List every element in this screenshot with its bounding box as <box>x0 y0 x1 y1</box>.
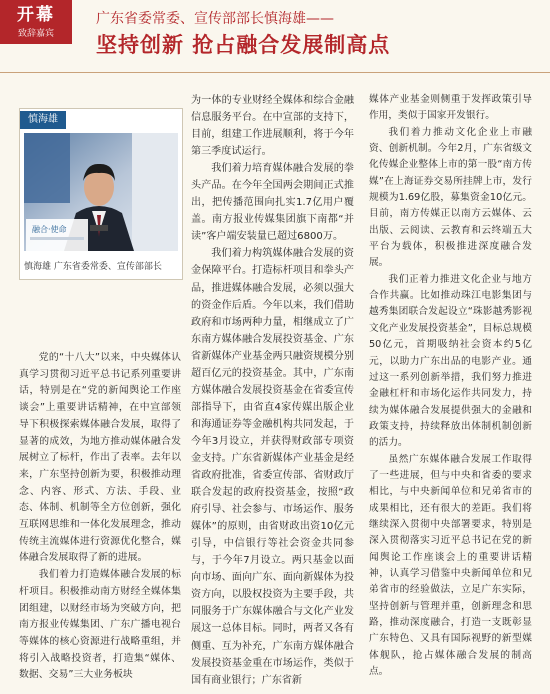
paragraph: 我们着力培育媒体融合发展的拳头产品。在今年全国两会期间正式推出，把传播范围向扎实1.7亿用户覆盖。南方报业传媒集团旗下南都“并读”客户端安装量已超过6800万。 <box>191 163 354 243</box>
podium-logo-text: 融合·使命 <box>32 225 67 234</box>
article-header <box>0 0 550 75</box>
paragraph: 媒体产业基金则侧重于发挥政策引导作用，类似于国家开发银行。 <box>369 94 532 122</box>
paragraph: 党的“十八大”以来，中央媒体认真学习贯彻习近平总书记系列重要讲话，特别是在“党的新闻舆论工作座谈会”上重要讲话精神，在中宣部领导下积极探索媒体融合发展，取得了显著的成效，为地方推动媒体融合发展树立了标杆，作出了表率。去年以来，广东坚持创新为要，积极推动理念、内容、形式、方法、手段、业态、体制、机制等全方位创新，强化互联网思维和一体化发展理念，推动传统主流媒体进行资源优化整合，媒体融合发展取得了新的进展。 <box>19 352 181 564</box>
paragraph: 我们着力推动文化企业上市融资、创新机制。今年2月，广东省级文化传媒企业整体上市的第一股“南方传媒”在上海证券交易所挂牌上市，发行规模为1.69亿股，募集资金10亿元。目前，南方传媒正以南方云媒体、云出版、云阅读、云教育和云终端五大平台为载体，积极推进深度融合发展。 <box>369 126 532 269</box>
speaker-name-tag: 慎海雄 <box>20 111 66 129</box>
column-3 <box>369 92 532 680</box>
badge-main-label: 开幕 <box>17 5 55 25</box>
paragraph: 我们着力打造媒体融合发展的标杆项目。积极推动南方财经全媒体集团组建，以财经市场为突破方向，把南方报业传媒集团、广东广播电视台等媒体的核心资源进行战略重组，并将引入战略投资者，打造集“媒体、数据、交易”三大业务板块 <box>19 569 181 681</box>
speaker-photo-box <box>19 108 183 280</box>
column-2 <box>191 92 354 689</box>
paragraph: 虽然广东媒体融合发展工作取得了一些进展，但与中央和省委的要求相比，与中央新闻单位和兄弟省市的成果相比，还有很大的差距。我们将继续深入贯彻中央部署要求，特别是深入贯彻落实习近平总书记在党的新闻舆论工作座谈会上的重要讲话精神，认真学习借鉴中央新闻单位和兄弟省市的经验做法，立足广东实际，坚持创新与管理并重，创新理念和思路，推动深度融合，打造一支既彰显广东特色、又具有国际视野的新型媒体舰队，抢占媒体融合发展的制高点。 <box>369 453 532 678</box>
section-badge <box>0 0 72 44</box>
article-title: 坚持创新 抢占融合发展制高点 <box>96 33 391 57</box>
header-divider <box>0 72 550 73</box>
speaker-portrait-image <box>24 133 178 251</box>
speaker-photo <box>24 133 178 251</box>
article-pre-title: 广东省委常委、宣传部部长慎海雄—— <box>96 11 334 27</box>
paragraph: 我们正着力推进文化企业与地方合作共赢。比如推动珠江电影集团与越秀集团联合发起设立“珠影越秀影视文化产业发展投资基金”，目标总规模50亿元，首期吸纳社会资本约5亿元，以助力广东出品的电影产业。通过这一系列创新举措，我们努力推进金融杠杆和市场化运作共同发力，持续为媒体融合发展提供强大的金融和政策支持，持续释放出体制机制创新的活力。 <box>369 273 532 449</box>
paragraph: 为一体的专业财经全媒体和综合金融信息服务平台。在中宣部的支持下，目前，组建工作进展顺利，将于今年第三季度试运行。 <box>191 95 354 158</box>
photo-caption: 慎海雄 广东省委常委、宣传部部长 <box>24 262 162 272</box>
badge-sub-label: 致辞嘉宾 <box>17 29 54 39</box>
paragraph: 我们着力构筑媒体融合发展的资金保障平台。打造标杆项目和拳头产品，推进媒体融合发展，必须以强大的资金作后盾。今年以来，我们借助政府和市场两种力量，相继成立了广东南方媒体融合发展投资基金、广东省新媒体产业基金两只融资规模分别超百亿元的投资基金。其中，广东南方媒体融合发展投资基金在省委宣传部指导下，由省直4家传媒出版企业和海通证券等金融机构共同发起，于今年3月设立，并获得财政部专项资金支持。广东省新媒体产业基金是经省政府批准，省委宣传部、省财政厅联合发起的政府投资基金，按照“政府引导、社会参与、市场运作、服务媒体”的原则，由省财政出资10亿元引导，中信银行等社会资金共同参与，于今年7月设立。两只基金以面向市场、面向广东、面向新媒体为投资方向，以股权投资为主要手段，共同服务于广东媒体融合与文化产业发展这一总体目标。同时，两者又各有侧重、互为补充，广东南方媒体融合发展投资基金重在市场运作，类似于国有商业银行；广东省新 <box>191 248 354 686</box>
column-1 <box>19 350 181 684</box>
